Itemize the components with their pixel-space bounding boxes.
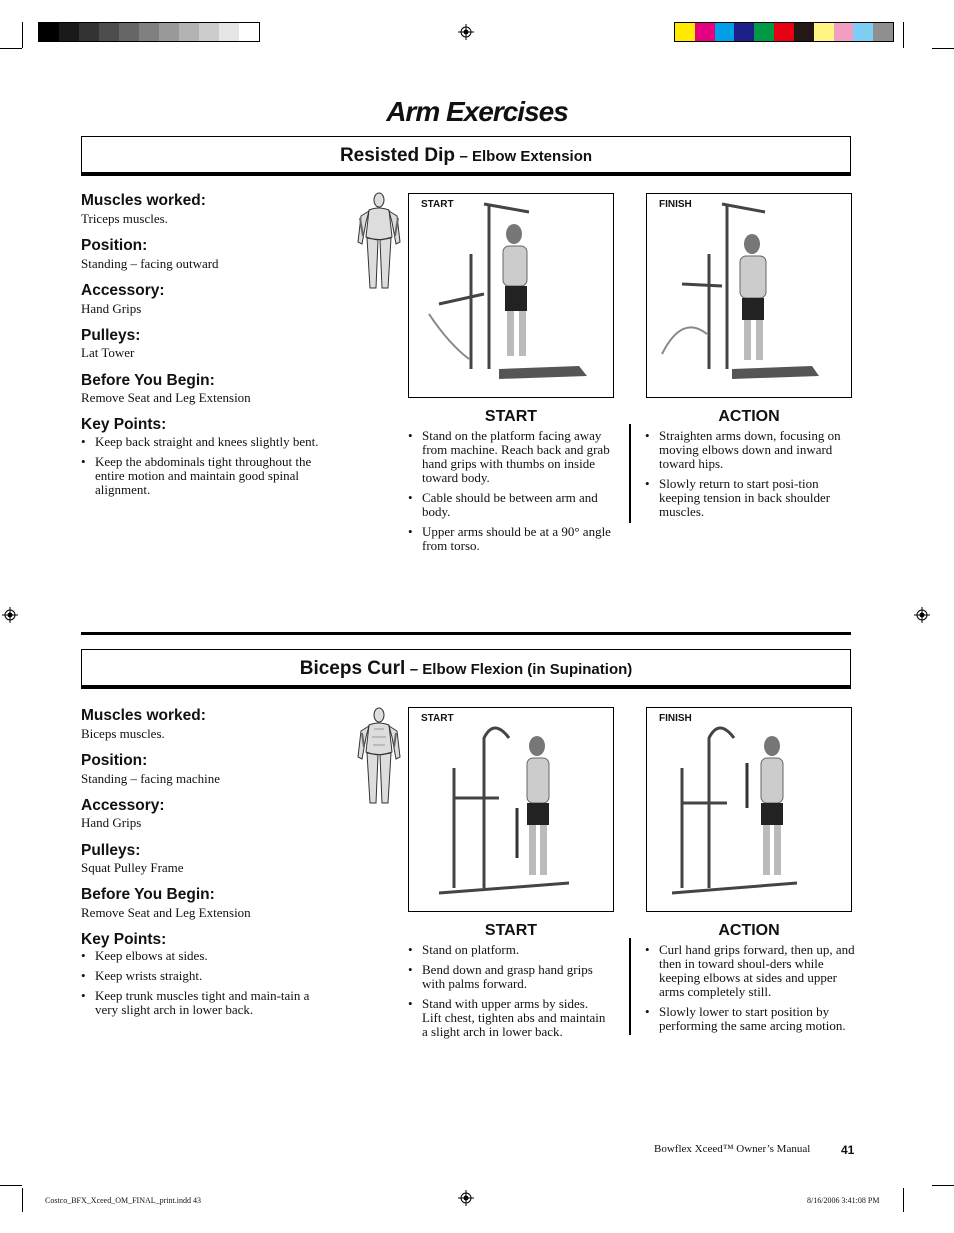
color-swatch [834,23,854,41]
color-calibration-bar [674,22,894,42]
date-slug: 8/16/2006 3:41:08 PM [807,1196,880,1205]
gray-swatch [239,23,259,41]
list-item: • Stand with upper arms by sides. Lift chest, tighten abs and maintain a slight arch in lower back. [408,997,608,1039]
detail-label: Pulleys: [81,842,141,859]
page-number: 41 [841,1143,855,1157]
finish-photo [646,707,852,912]
action-steps-list [645,943,855,1039]
gray-swatch [139,23,159,41]
detail-value: Triceps muscles. [81,211,168,226]
list-item: • Straighten arms down, focusing on moving elbows down and inward toward hips. [645,429,855,471]
list-item: • Upper arms should be at a 90° angle from torso. [408,525,614,553]
detail-value: Lat Tower [81,345,135,360]
gray-swatch [39,23,59,41]
photo-tag: START [421,199,454,210]
color-swatch [814,23,834,41]
gray-swatch [99,23,119,41]
photo-tag: START [421,713,454,724]
color-swatch [873,23,893,41]
column-divider [629,938,631,1035]
registration-mark-icon [2,607,18,623]
page-title: Arm Exercises [386,96,568,127]
color-swatch [794,23,814,41]
exercise-photo-start [409,708,613,911]
photo-tag: FINISH [659,713,692,724]
color-swatch [853,23,873,41]
column-divider [629,424,631,523]
start-steps-list [408,943,608,1045]
section-header-resisted-dip [81,136,851,176]
detail-value: Biceps muscles. [81,726,165,741]
list-item: • Stand on platform. [408,943,608,957]
registration-mark-icon [914,607,930,623]
list-item: • Keep the abdominals tight throughout the entire motion and maintain good spinal alignment. [81,455,321,497]
key-points-label: Key Points: [81,416,167,433]
start-photo [408,707,614,912]
gray-swatch [79,23,99,41]
start-photo [408,193,614,398]
start-steps-list [408,429,614,559]
gray-swatch [179,23,199,41]
detail-label: Before You Begin: [81,372,215,389]
file-slug: Costco_BFX_Xceed_OM_FINAL_print.indd 43 [45,1196,201,1205]
exercise-subtitle: – Elbow Extension [459,148,593,165]
detail-label: Pulleys: [81,327,141,344]
detail-label: Before You Begin: [81,886,215,903]
gray-swatch [159,23,179,41]
action-steps-list [645,429,855,525]
exercise-photo-finish [647,708,851,911]
exercise-subtitle: – Elbow Flexion (in Supination) [409,661,633,678]
key-points-label: Key Points: [81,931,167,948]
color-swatch [734,23,754,41]
color-swatch [675,23,695,41]
registration-mark-icon [458,24,474,40]
grayscale-calibration-bar [38,22,260,42]
list-item: • Keep wrists straight. [81,969,321,983]
gray-swatch [199,23,219,41]
color-swatch [754,23,774,41]
color-swatch [774,23,794,41]
crop-mark [0,1185,22,1186]
detail-label: Position: [81,237,148,254]
action-heading: ACTION [718,922,780,939]
list-item: • Slowly lower to start position by performing the same arcing motion. [645,1005,855,1033]
detail-value: Hand Grips [81,301,142,316]
crop-mark [0,48,22,49]
detail-value: Hand Grips [81,815,142,830]
detail-value: Squat Pulley Frame [81,860,184,875]
registration-mark-icon [458,1190,474,1206]
exercise-photo-start [409,194,613,397]
start-heading: START [484,922,538,939]
detail-value: Remove Seat and Leg Extension [81,390,251,405]
list-item: • Cable should be between arm and body. [408,491,614,519]
start-heading: START [484,408,538,425]
crop-mark [932,48,954,49]
photo-tag: FINISH [659,199,692,210]
color-swatch [695,23,715,41]
list-item: • Keep trunk muscles tight and main-tain a very slight arch in lower back. [81,989,321,1017]
detail-value: Standing – facing machine [81,771,220,786]
action-heading: ACTION [718,408,780,425]
detail-label: Accessory: [81,797,165,814]
gray-swatch [219,23,239,41]
crop-mark [903,22,904,48]
gray-swatch [59,23,79,41]
list-item: • Bend down and grasp hand grips with palms forward. [408,963,608,991]
detail-value: Standing – facing outward [81,256,219,271]
manual-name: Bowflex Xceed™ Owner’s Manual [654,1143,811,1155]
key-points-list [81,435,321,503]
exercise-title: Biceps Curl [299,658,406,679]
finish-photo [646,193,852,398]
detail-label: Position: [81,752,148,769]
list-item: • Stand on the platform facing away from machine. Reach back and grab hand grips with thumbs on inside toward body. [408,429,614,485]
list-item: • Keep elbows at sides. [81,949,321,963]
crop-mark [932,1185,954,1186]
crop-mark [22,1188,23,1212]
section-divider [81,632,851,635]
detail-value: Remove Seat and Leg Extension [81,905,251,920]
color-swatch [715,23,735,41]
list-item: • Curl hand grips forward, then up, and then in toward shoul-ders while keeping elbows at sides and upper arms completely still. [645,943,855,999]
detail-label: Accessory: [81,282,165,299]
detail-label: Muscles worked: [81,192,206,209]
section-header-biceps-curl [81,649,851,689]
triceps-muscle-diagram [354,192,404,294]
key-points-list [81,949,321,1023]
biceps-muscle-diagram [354,707,404,809]
list-item: • Slowly return to start posi-tion keeping tension in back shoulder muscles. [645,477,855,519]
detail-label: Muscles worked: [81,707,206,724]
gray-swatch [119,23,139,41]
exercise-title: Resisted Dip [339,145,456,166]
crop-mark [22,22,23,48]
list-item: • Keep back straight and knees slightly bent. [81,435,321,449]
exercise-photo-finish [647,194,851,397]
crop-mark [903,1188,904,1212]
